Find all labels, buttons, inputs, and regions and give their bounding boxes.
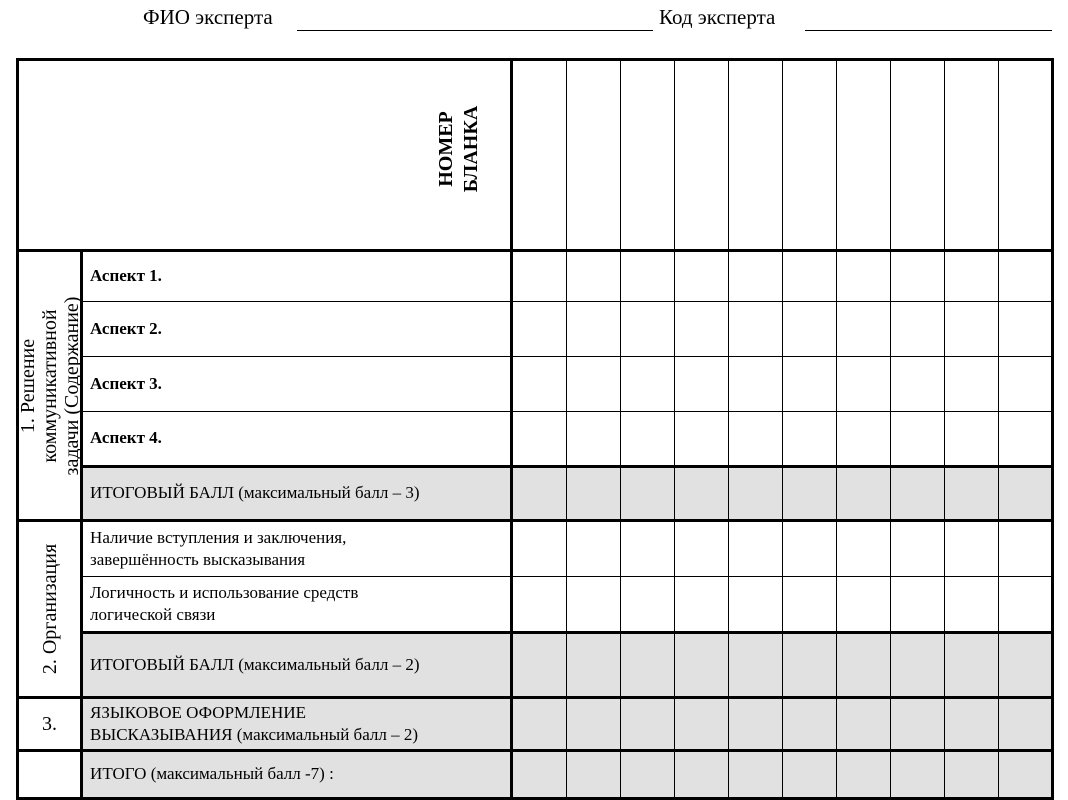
score-cell[interactable] xyxy=(782,751,836,799)
score-cell[interactable] xyxy=(782,467,836,521)
score-cell[interactable] xyxy=(944,357,998,412)
criterion-logic xyxy=(82,576,512,632)
section-3-label xyxy=(82,698,512,751)
score-cell[interactable] xyxy=(566,412,620,467)
score-cell[interactable] xyxy=(566,576,620,632)
score-cell[interactable] xyxy=(836,357,890,412)
score-cell[interactable] xyxy=(836,302,890,357)
expert-code-label: Код эксперта xyxy=(659,5,776,29)
score-cell[interactable] xyxy=(620,698,674,751)
score-cell[interactable] xyxy=(512,751,566,799)
score-cell[interactable] xyxy=(674,751,728,799)
score-cell[interactable] xyxy=(836,751,890,799)
score-cell[interactable] xyxy=(620,576,674,632)
score-cell[interactable] xyxy=(998,698,1052,751)
score-cell[interactable] xyxy=(566,698,620,751)
score-cell[interactable] xyxy=(998,412,1052,467)
table-row xyxy=(18,576,1053,632)
section-2-title-text: 2. Организация xyxy=(38,543,61,675)
form-number-cell[interactable] xyxy=(728,60,782,251)
score-cell[interactable] xyxy=(890,576,944,632)
score-cell[interactable] xyxy=(620,751,674,799)
score-cell[interactable] xyxy=(944,751,998,799)
score-cell[interactable] xyxy=(728,357,782,412)
score-cell[interactable] xyxy=(728,521,782,577)
score-cell[interactable] xyxy=(674,521,728,577)
score-cell[interactable] xyxy=(782,412,836,467)
form-number-cell[interactable] xyxy=(566,60,620,251)
section-1-title xyxy=(18,251,82,521)
section-1-total-row xyxy=(18,467,1053,521)
score-cell[interactable] xyxy=(512,357,566,412)
section-3-label-line1: ЯЗЫКОВОЕ ОФОРМЛЕНИЕ xyxy=(90,702,306,722)
section-1-total-label: ИТОГОВЫЙ БАЛЛ (максимальный балл – 3) xyxy=(82,467,512,521)
score-cell[interactable] xyxy=(998,467,1052,521)
score-cell[interactable] xyxy=(890,467,944,521)
form-number-cell[interactable] xyxy=(674,60,728,251)
score-cell[interactable] xyxy=(674,576,728,632)
score-cell[interactable] xyxy=(620,412,674,467)
score-cell[interactable] xyxy=(944,632,998,697)
score-cell[interactable] xyxy=(890,751,944,799)
score-cell[interactable] xyxy=(728,467,782,521)
score-cell[interactable] xyxy=(566,357,620,412)
score-cell[interactable] xyxy=(890,302,944,357)
section-2-total-label: ИТОГОВЫЙ БАЛЛ (максимальный балл – 2) xyxy=(82,632,512,697)
score-cell[interactable] xyxy=(512,412,566,467)
score-cell[interactable] xyxy=(782,698,836,751)
score-cell[interactable] xyxy=(836,632,890,697)
score-cell[interactable] xyxy=(512,302,566,357)
header-row xyxy=(18,60,1053,251)
grand-total-row xyxy=(18,751,1053,799)
score-cell[interactable] xyxy=(566,632,620,697)
score-cell[interactable] xyxy=(890,698,944,751)
score-cell[interactable] xyxy=(566,751,620,799)
score-cell[interactable] xyxy=(728,576,782,632)
score-cell[interactable] xyxy=(620,521,674,577)
score-cell[interactable] xyxy=(782,302,836,357)
score-cell[interactable] xyxy=(836,698,890,751)
score-cell[interactable] xyxy=(728,632,782,697)
criterion-intro-conclusion-line1: Наличие вступления и заключения, xyxy=(90,527,347,547)
score-cell[interactable] xyxy=(782,521,836,577)
score-cell[interactable] xyxy=(944,302,998,357)
form-number-header xyxy=(18,60,512,251)
section-1-title-line2: коммуникативной xyxy=(38,308,61,463)
score-cell[interactable] xyxy=(890,251,944,302)
criterion-logic-line2: логической связи xyxy=(90,604,216,624)
evaluation-table xyxy=(16,58,1054,800)
grand-total-label: ИТОГО (максимальный балл -7) : xyxy=(82,751,512,799)
score-cell[interactable] xyxy=(836,467,890,521)
score-cell[interactable] xyxy=(674,632,728,697)
criterion-intro-conclusion xyxy=(82,521,512,577)
score-cell[interactable] xyxy=(620,632,674,697)
section-2-total-row xyxy=(18,632,1053,697)
score-cell[interactable] xyxy=(836,251,890,302)
score-cell[interactable] xyxy=(512,251,566,302)
score-cell[interactable] xyxy=(566,302,620,357)
score-cell[interactable] xyxy=(944,412,998,467)
score-cell[interactable] xyxy=(728,698,782,751)
table-row xyxy=(18,251,1053,302)
score-cell[interactable] xyxy=(782,357,836,412)
section-1-title-line3: задачи (Содержание) xyxy=(60,296,83,475)
section-3-label-line2: ВЫСКАЗЫВАНИЯ (максимальный балл – 2) xyxy=(90,725,419,744)
score-cell[interactable] xyxy=(728,251,782,302)
score-cell[interactable] xyxy=(782,632,836,697)
form-number-cell[interactable] xyxy=(782,60,836,251)
score-cell[interactable] xyxy=(998,357,1052,412)
score-cell[interactable] xyxy=(512,521,566,577)
score-cell[interactable] xyxy=(836,521,890,577)
score-cell[interactable] xyxy=(944,576,998,632)
score-cell[interactable] xyxy=(944,467,998,521)
score-cell[interactable] xyxy=(620,251,674,302)
form-number-cell[interactable] xyxy=(890,60,944,251)
form-header xyxy=(0,0,1068,40)
score-cell[interactable] xyxy=(998,751,1052,799)
grand-total-blank xyxy=(18,751,82,799)
form-number-cell[interactable] xyxy=(836,60,890,251)
expert-name-field[interactable] xyxy=(297,30,653,31)
score-cell[interactable] xyxy=(728,302,782,357)
expert-code-field[interactable] xyxy=(805,30,1052,31)
score-cell[interactable] xyxy=(944,251,998,302)
score-cell[interactable] xyxy=(782,576,836,632)
score-cell[interactable] xyxy=(998,632,1052,697)
score-cell[interactable] xyxy=(728,412,782,467)
aspect-3-label: Аспект 3. xyxy=(82,357,512,412)
criterion-logic-line1: Логичность и использование средств xyxy=(90,582,359,602)
form-number-cell[interactable] xyxy=(998,60,1052,251)
score-cell[interactable] xyxy=(674,357,728,412)
score-cell[interactable] xyxy=(674,698,728,751)
score-cell[interactable] xyxy=(890,632,944,697)
score-cell[interactable] xyxy=(944,698,998,751)
score-cell[interactable] xyxy=(674,302,728,357)
table-row xyxy=(18,521,1053,577)
score-cell[interactable] xyxy=(890,412,944,467)
aspect-2-label: Аспект 2. xyxy=(82,302,512,357)
score-cell[interactable] xyxy=(620,467,674,521)
score-cell[interactable] xyxy=(728,751,782,799)
score-cell[interactable] xyxy=(944,521,998,577)
table-row xyxy=(18,302,1053,357)
score-cell[interactable] xyxy=(512,576,566,632)
header-label-line2: БЛАНКА xyxy=(460,105,482,193)
score-cell[interactable] xyxy=(674,467,728,521)
score-cell[interactable] xyxy=(998,521,1052,577)
score-cell[interactable] xyxy=(674,412,728,467)
score-cell[interactable] xyxy=(836,412,890,467)
score-cell[interactable] xyxy=(836,576,890,632)
criterion-intro-conclusion-line2: завершённость высказывания xyxy=(90,549,306,569)
score-cell[interactable] xyxy=(566,521,620,577)
section-1-title-line1: 1. Решение xyxy=(16,338,39,433)
header-label-line1: НОМЕР xyxy=(435,111,457,187)
section-2-title xyxy=(18,521,82,698)
section-3-row xyxy=(18,698,1053,751)
form-number-cell[interactable] xyxy=(512,60,566,251)
section-3-number: 3. xyxy=(18,698,82,751)
score-cell[interactable] xyxy=(998,302,1052,357)
score-cell[interactable] xyxy=(512,467,566,521)
score-cell[interactable] xyxy=(620,302,674,357)
form-number-cell[interactable] xyxy=(620,60,674,251)
form-number-cell[interactable] xyxy=(944,60,998,251)
table-row xyxy=(18,357,1053,412)
score-cell[interactable] xyxy=(674,251,728,302)
score-cell[interactable] xyxy=(890,521,944,577)
aspect-4-label: Аспект 4. xyxy=(82,412,512,467)
score-cell[interactable] xyxy=(566,251,620,302)
score-cell[interactable] xyxy=(998,251,1052,302)
score-cell[interactable] xyxy=(890,357,944,412)
score-cell[interactable] xyxy=(566,467,620,521)
score-cell[interactable] xyxy=(512,698,566,751)
expert-name-label: ФИО эксперта xyxy=(143,5,273,29)
score-cell[interactable] xyxy=(620,357,674,412)
score-cell[interactable] xyxy=(512,632,566,697)
aspect-1-label: Аспект 1. xyxy=(82,251,512,302)
score-cell[interactable] xyxy=(998,576,1052,632)
table-row xyxy=(18,412,1053,467)
score-cell[interactable] xyxy=(782,251,836,302)
